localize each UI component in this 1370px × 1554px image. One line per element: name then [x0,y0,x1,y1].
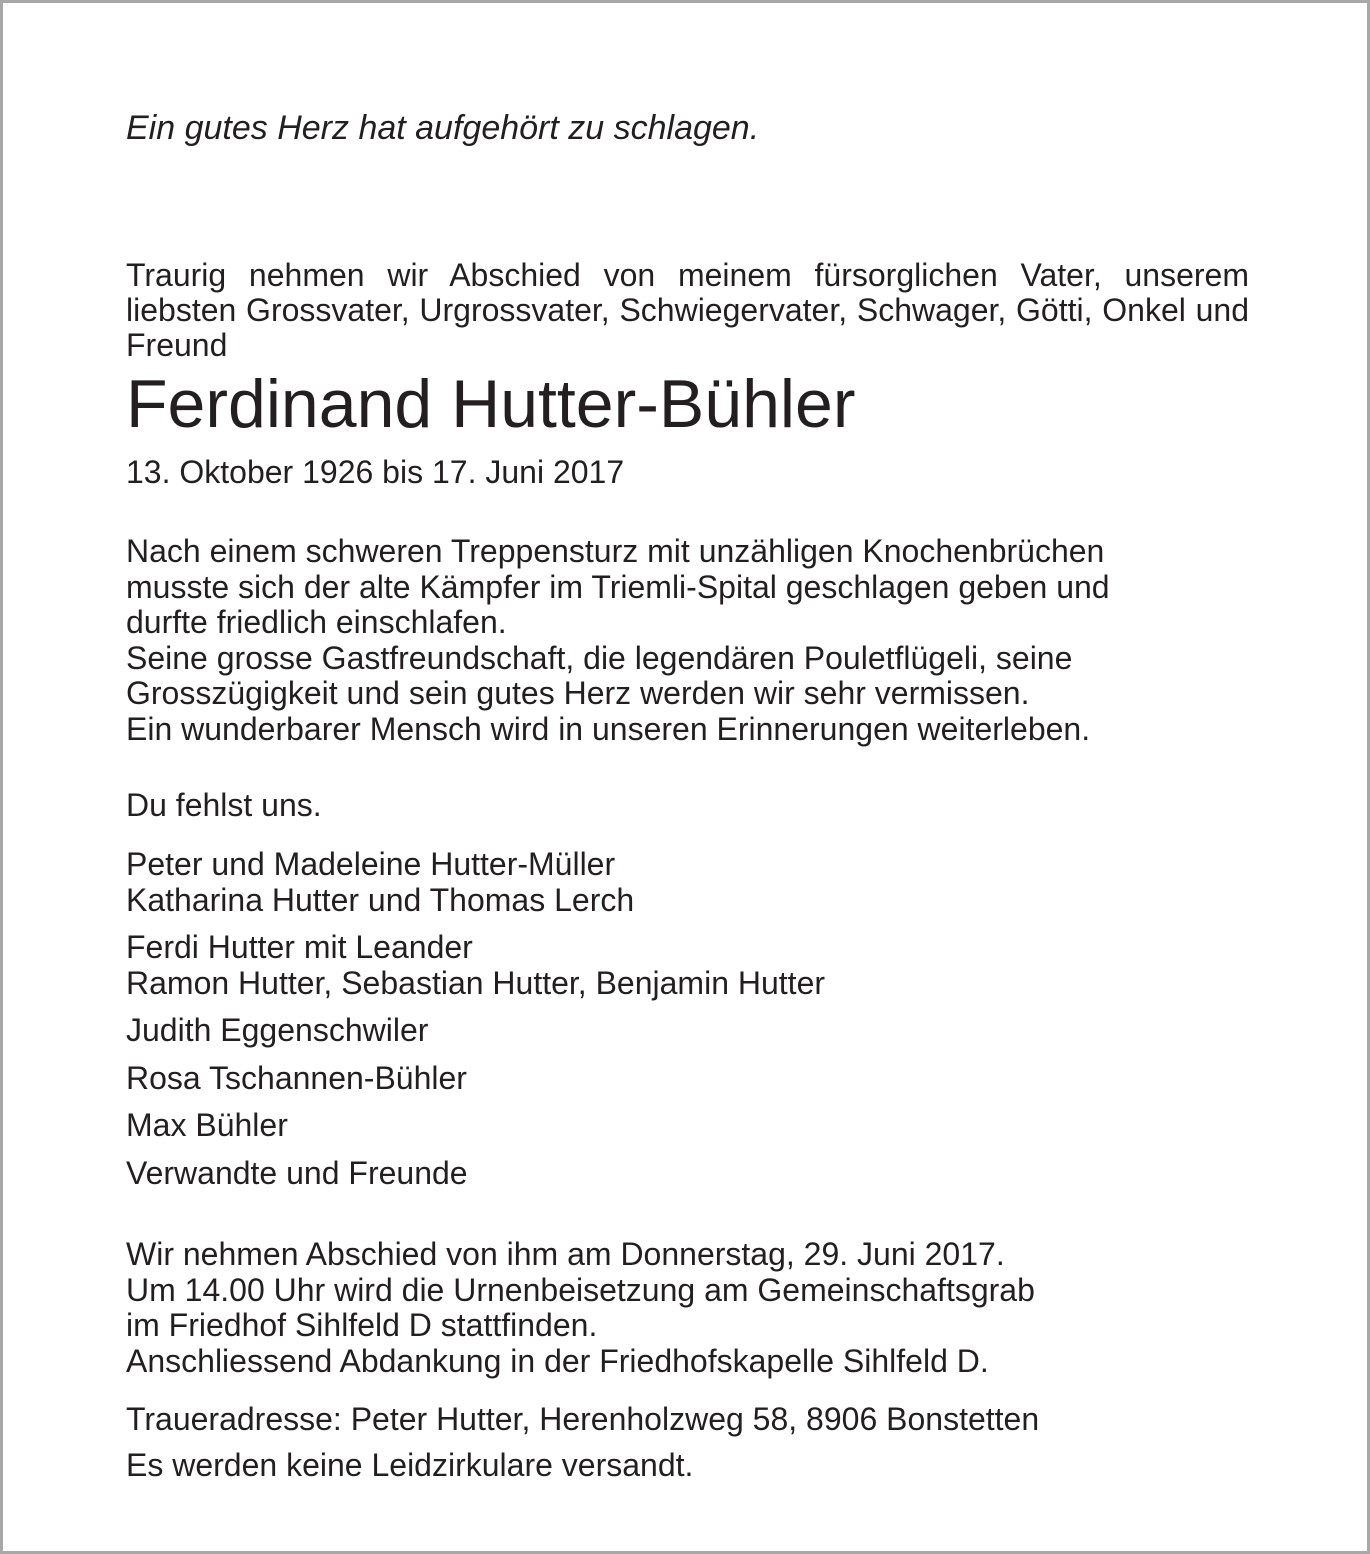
deceased-name: Ferdinand Hutter-Bühler [126,366,856,442]
mourner-name: Ferdi Hutter mit Leander [126,929,473,965]
tribute-line: Nach einem schweren Treppensturz mit unzähligen Knochenbrüchen [126,533,1105,569]
tribute-line: musste sich der alte Kämpfer im Triemli-Spital geschlagen geben und [126,568,1110,605]
ceremony-line: Um 14.00 Uhr wird die Urnenbeisetzung am Gemeinschaftsgrab [126,1271,1035,1308]
mourners-list [126,847,825,1203]
mourner-group [126,930,825,1001]
ceremony-line: im Friedhof Sihlfeld D stattfinden. [126,1307,598,1343]
ceremony-info [126,1237,1035,1379]
tribute-text [126,534,1110,747]
mourner-name: Katharina Hutter und Thomas Lerch [126,881,635,918]
mourner-name: Judith Eggenschwiler [126,1012,429,1048]
tribute-line: Ein wunderbarer Mensch wird in unseren Erinnerungen weiterleben. [126,710,1091,747]
life-dates: 13. Oktober 1926 bis 17. Juni 2017 [126,454,625,490]
motto: Ein gutes Herz hat aufgehört zu schlagen. [126,109,760,147]
notice-line: Es werden keine Leidzirkulare versandt. [126,1447,694,1483]
mourner-name: Rosa Tschannen-Bühler [126,1059,467,1096]
mourner-name: Ramon Hutter, Sebastian Hutter, Benjamin Hutter [126,964,826,1001]
closing-line: Du fehlst uns. [126,787,322,823]
mourner-group [126,1013,825,1049]
tribute-line: Seine grosse Gastfreundschaft, die legendären Pouletflügeli, seine [126,639,1073,676]
mourner-name: Peter und Madeleine Hutter-Müller [126,846,616,882]
mourner-name: Max Bühler [126,1107,288,1143]
mourner-group [126,1061,825,1097]
ceremony-line: Wir nehmen Abschied von ihm am Donnerstag, 29. Juni 2017. [126,1236,1005,1272]
tribute-line: Grosszügigkeit und sein gutes Herz werden wir sehr vermissen. [126,675,1030,711]
tribute-line: durfte friedlich einschlafen. [126,604,507,640]
intro-text: Traurig nehmen wir Abschied von meinem fürsorglichen Vater, unserem liebsten Grossvater, Urgrossvater, Schwiegervater, Schwager, Götti, Onkel und Freund [126,257,1249,363]
mourner-group [126,847,825,918]
mourner-name: Verwandte und Freunde [126,1154,468,1191]
mourner-group [126,1156,825,1192]
mourning-address: Traueradresse: Peter Hutter, Herenholzweg 58, 8906 Bonstetten [126,1401,1040,1437]
ceremony-line: Anschliessend Abdankung in der Friedhofskapelle Sihlfeld D. [126,1342,989,1379]
mourner-group [126,1108,825,1144]
